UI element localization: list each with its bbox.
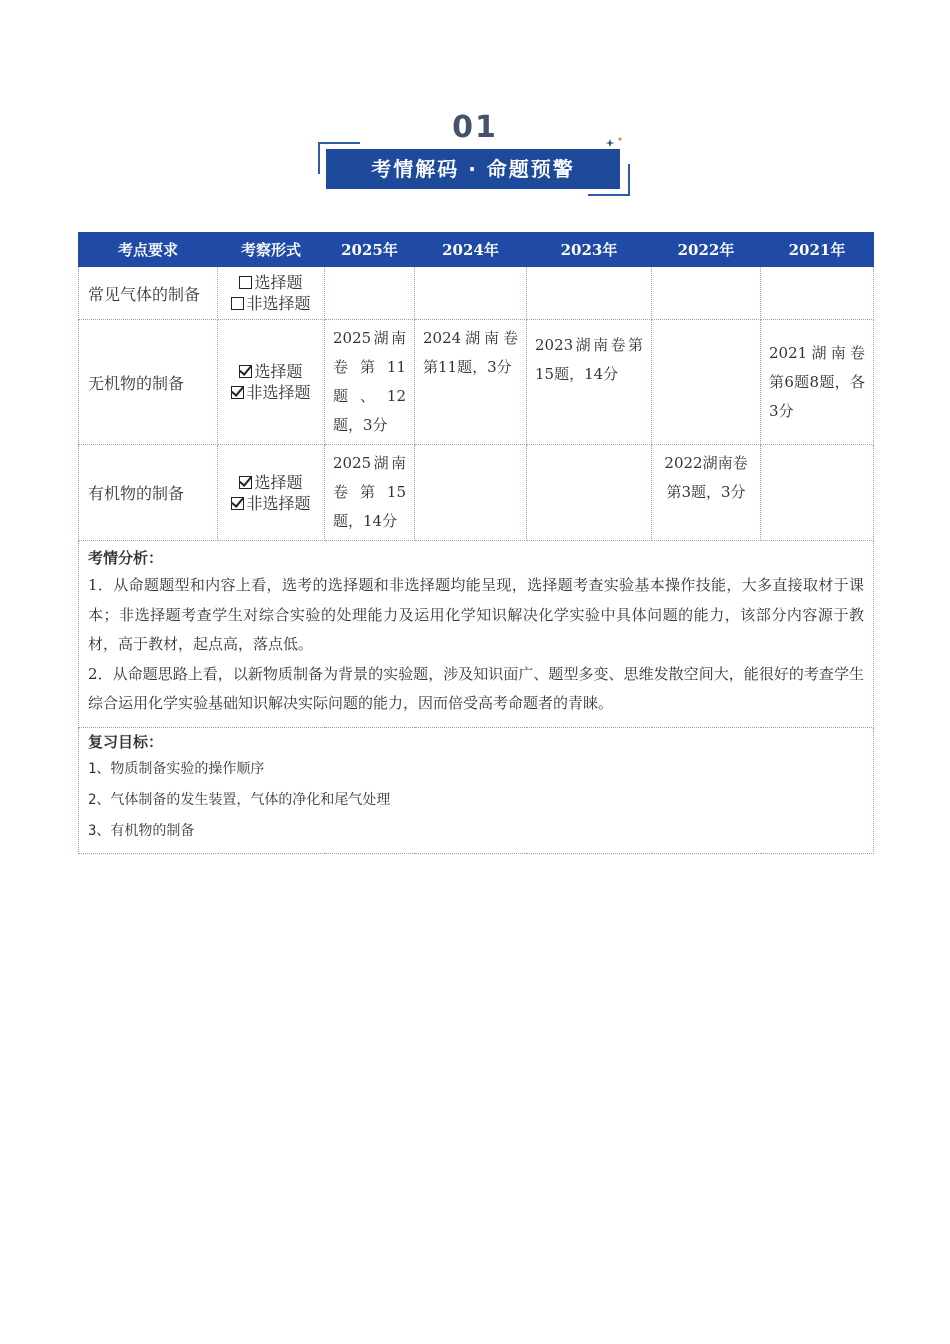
analysis-cell — [79, 541, 874, 728]
goal-item: 1、物质制备实验的操作顺序 — [88, 760, 265, 777]
table-row — [79, 320, 874, 445]
year-cell-2023 — [527, 267, 652, 320]
col-header-topic: 考点要求 — [79, 233, 218, 267]
form-option — [218, 293, 324, 314]
form-option — [218, 272, 324, 293]
checkbox-checked-icon — [239, 476, 252, 489]
col-header-2023: 2023年 — [527, 233, 652, 267]
form-option-label: 非选择题 — [246, 383, 311, 402]
analysis-row — [79, 541, 874, 728]
checkbox-empty-icon — [239, 276, 252, 289]
form-option — [218, 361, 324, 382]
analysis-paragraph: 2．从命题思路上看，以新物质制备为背景的实验题，涉及知识面广、题型多变、思维发散空间大，能很好的考查学生综合运用化学实验基础知识解决实际问题的能力，因而倍受高考命题者的青睐。 — [88, 664, 864, 712]
form-option — [218, 382, 324, 403]
year-cell-2025 — [325, 267, 415, 320]
section-banner — [318, 140, 630, 196]
checkbox-checked-icon — [231, 497, 244, 510]
table-row — [79, 445, 874, 541]
year-cell-2023: 2023湖南卷第15题，14分 — [527, 320, 652, 445]
form-cell — [218, 320, 325, 445]
topic-cell: 无机物的制备 — [79, 320, 218, 445]
banner-title: 考情解码 · 命题预警 — [326, 149, 620, 189]
form-option-label: 非选择题 — [246, 294, 311, 313]
year-cell-2021 — [761, 445, 874, 541]
year-cell-2022 — [652, 267, 761, 320]
year-cell-2022 — [652, 320, 761, 445]
topic-cell: 常见气体的制备 — [79, 267, 218, 320]
form-cell — [218, 267, 325, 320]
section-number: 01 — [452, 110, 498, 145]
form-option-label: 非选择题 — [246, 493, 311, 513]
goal-item: 2、气体制备的发生装置，气体的净化和尾气处理 — [88, 791, 391, 808]
form-option — [218, 493, 324, 514]
col-header-2024: 2024年 — [415, 233, 527, 267]
form-cell — [218, 445, 325, 541]
year-cell-2021: 2021湖南卷第6题8题，各3分 — [761, 320, 874, 445]
year-cell-2023 — [527, 445, 652, 541]
year-cell-2025: 2025湖南卷第15题，14分 — [325, 445, 415, 541]
col-header-2025: 2025年 — [325, 233, 415, 267]
sparkle-icon — [604, 136, 626, 150]
year-cell-2022: 2022湖南卷第3题，3分 — [652, 445, 761, 541]
year-cell-2024 — [415, 267, 527, 320]
goals-cell — [79, 727, 874, 853]
col-header-2022: 2022年 — [652, 233, 761, 267]
form-option — [218, 472, 324, 493]
goal-item: 3、有机物的制备 — [88, 822, 195, 839]
col-header-form: 考察形式 — [218, 233, 325, 267]
analysis-title: 考情分析： — [88, 549, 164, 567]
form-option-label: 选择题 — [254, 472, 303, 492]
checkbox-checked-icon — [231, 386, 244, 399]
table-row — [79, 267, 874, 320]
year-cell-2025: 2025湖南卷第11题、12题，3分 — [325, 320, 415, 445]
exam-analysis-table — [78, 232, 874, 854]
analysis-paragraph: 1．从命题题型和内容上看，选考的选择题和非选择题均能呈现，选择题考查实验基本操作技能，大多直接取材于课本；非选择题考查学生对综合实验的处理能力及运用化学知识解决化学实验中具体问题的能力，该部分内容源于教材，高于教材，起点高，落点低。 — [88, 576, 864, 653]
col-header-2021: 2021年 — [761, 233, 874, 267]
topic-cell: 有机物的制备 — [79, 445, 218, 541]
table-header-row — [79, 233, 874, 267]
form-option-label: 选择题 — [254, 362, 303, 381]
year-cell-2024 — [415, 445, 527, 541]
goals-row — [79, 727, 874, 853]
checkbox-empty-icon — [231, 297, 244, 310]
form-option-label: 选择题 — [254, 273, 303, 292]
checkbox-checked-icon — [239, 365, 252, 378]
year-cell-2024: 2024湖南卷第11题，3分 — [415, 320, 527, 445]
goals-title: 复习目标： — [88, 732, 164, 751]
year-cell-2021 — [761, 267, 874, 320]
